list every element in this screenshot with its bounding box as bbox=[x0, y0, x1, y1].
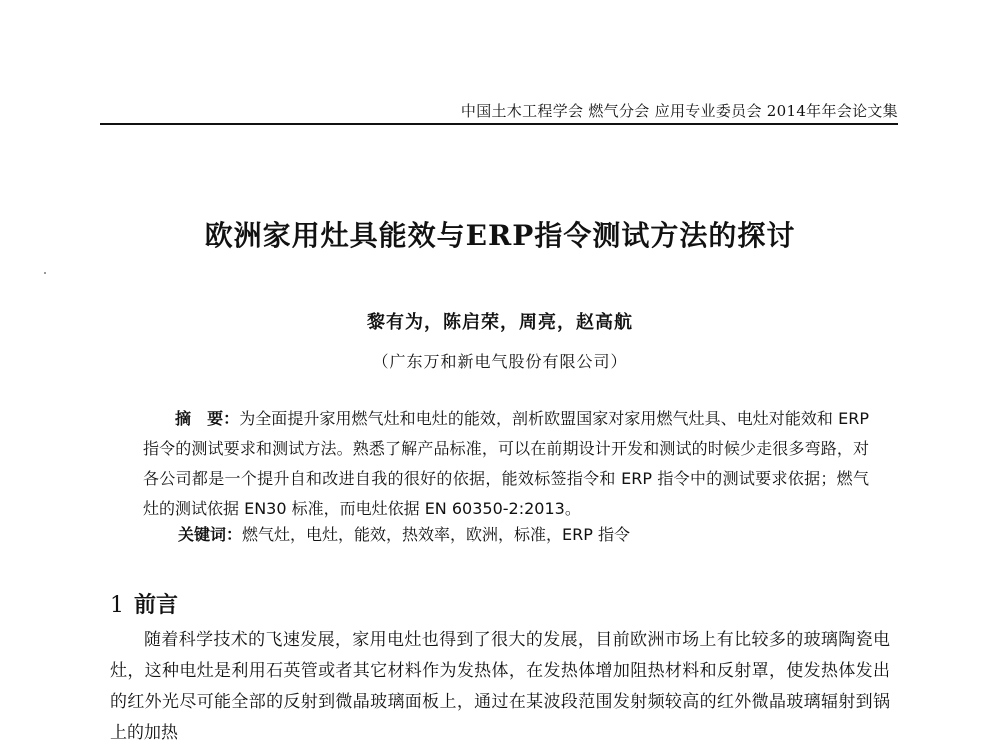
abstract bbox=[143, 404, 869, 524]
body-paragraph: 随着科学技术的飞速发展，家用电灶也得到了很大的发展，目前欧洲市场上有比较多的玻璃陶瓷电灶，这种电灶是利用石英管或者其它材料作为发热体，在发热体增加阻热材料和反射罩，使发热体发出的红外光尽可能全部的反射到微晶玻璃面板上，通过在某波段范围发射频较高的红外微晶玻璃辐射到锅上的加热 bbox=[110, 630, 890, 743]
paper-affiliation: （广东万和新电气股份有限公司） bbox=[372, 352, 628, 371]
keywords bbox=[178, 522, 878, 545]
scan-speck bbox=[44, 272, 46, 274]
header-rule bbox=[100, 123, 898, 125]
keywords-label: 关键词： bbox=[178, 525, 243, 544]
section-title: 前言 bbox=[134, 592, 179, 618]
keywords-text: 燃气灶，电灶，能效，热效率，欧洲，标准，ERP 指令 bbox=[242, 525, 630, 544]
abstract-text: 为全面提升家用燃气灶和电灶的能效，剖析欧盟国家对家用燃气灶具、电灶对能效和 ERP 指令的测试要求和测试方法。熟悉了解产品标准，可以在前期设计开发和测试的时候少走很多弯路，对各公司都是一个提升自和改进自我的很好的依据，能效标签指令和 ERP 指令中的测试要求依据；燃气灶的测试依据 EN30 标准，而电灶依据 EN 60350-2:2013。 bbox=[143, 409, 869, 518]
section-body bbox=[110, 625, 890, 749]
section-number: 1 bbox=[110, 593, 124, 618]
paper-title: 欧洲家用灶具能效与ERP指令测试方法的探讨 bbox=[204, 219, 796, 252]
section-heading bbox=[110, 588, 178, 619]
abstract-paragraph bbox=[143, 404, 869, 524]
paper-authors: 黎有为，陈启荣，周亮，赵高航 bbox=[367, 312, 633, 333]
abstract-label: 摘 要： bbox=[175, 409, 240, 428]
running-header: 中国土木工程学会 燃气分会 应用专业委员会 2014年年会论文集 bbox=[460, 102, 898, 120]
